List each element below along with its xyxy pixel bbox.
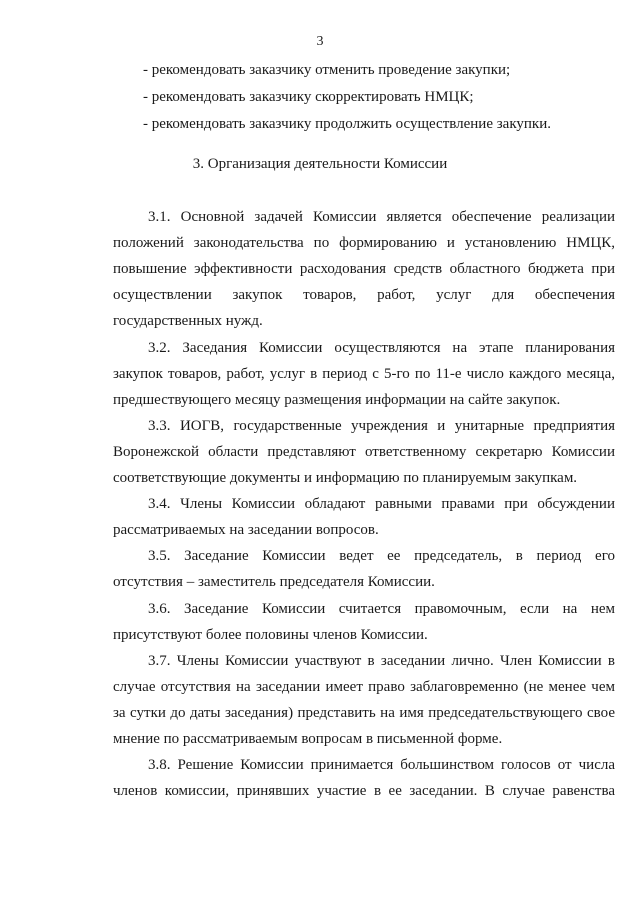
paragraph-line: повышение эффективности расходования средств областного бюджета при bbox=[113, 261, 615, 277]
paragraph-line: 3.8. Решение Комиссии принимается большинством голосов от числа bbox=[148, 757, 615, 773]
paragraph-line: закупок товаров, работ, услуг в период с 5-го по 11-е число каждого месяца, bbox=[113, 366, 615, 382]
paragraph-line: членов комиссии, принявших участие в ее заседании. В случае равенства bbox=[113, 783, 615, 799]
paragraph-line: 3.3. ИОГВ, государственные учреждения и унитарные предприятия bbox=[148, 418, 615, 434]
bullet-item-cancel: - рекомендовать заказчику отменить проведение закупки; bbox=[143, 62, 511, 78]
bullet-item-adjust: - рекомендовать заказчику скорректировать НМЦК; bbox=[143, 89, 474, 105]
paragraph-line: мнение по рассматриваемым вопросам в письменной форме. bbox=[113, 731, 503, 747]
paragraph-line: соответствующие документы и информацию по планируемым закупкам. bbox=[113, 470, 578, 486]
paragraph-line: 3.4. Члены Комиссии обладают равными правами при обсуждении bbox=[148, 496, 615, 512]
paragraph-line: 3.7. Члены Комиссии участвуют в заседании лично. Член Комиссии в bbox=[148, 653, 615, 669]
paragraph-line: государственных нужд. bbox=[113, 313, 263, 329]
section-heading: 3. Организация деятельности Комиссии bbox=[192, 156, 448, 172]
paragraph-line: рассматриваемых на заседании вопросов. bbox=[113, 522, 379, 538]
page-number: 3 bbox=[316, 34, 324, 49]
paragraph-line: случае отсутствия на заседании имеет право заблаговременно (не менее чем bbox=[113, 679, 615, 695]
paragraph-line: Воронежской области представляют ответственному секретарю Комиссии bbox=[113, 444, 615, 460]
paragraph-line: отсутствия – заместитель председателя Комиссии. bbox=[113, 574, 435, 590]
bullet-item-continue: - рекомендовать заказчику продолжить осуществление закупки. bbox=[143, 116, 551, 132]
paragraph-line: за сутки до даты заседания) представить на имя председательствующего свое bbox=[113, 705, 615, 721]
paragraph-line: 3.1. Основной задачей Комиссии является обеспечение реализации bbox=[148, 209, 615, 225]
paragraph-line: 3.2. Заседания Комиссии осуществляются на этапе планирования bbox=[148, 340, 615, 356]
paragraph-line: присутствуют более половины членов Комиссии. bbox=[113, 627, 428, 643]
paragraph-line: 3.5. Заседание Комиссии ведет ее председатель, в период его bbox=[148, 548, 615, 564]
paragraph-line: осуществлении закупок товаров, работ, услуг для обеспечения bbox=[113, 287, 615, 303]
paragraph-line: предшествующего месяцу размещения информации на сайте закупок. bbox=[113, 392, 561, 408]
paragraph-line: 3.6. Заседание Комиссии считается правомочным, если на нем bbox=[148, 601, 615, 617]
paragraph-line: положений законодательства по формированию и установлению НМЦК, bbox=[113, 235, 615, 251]
